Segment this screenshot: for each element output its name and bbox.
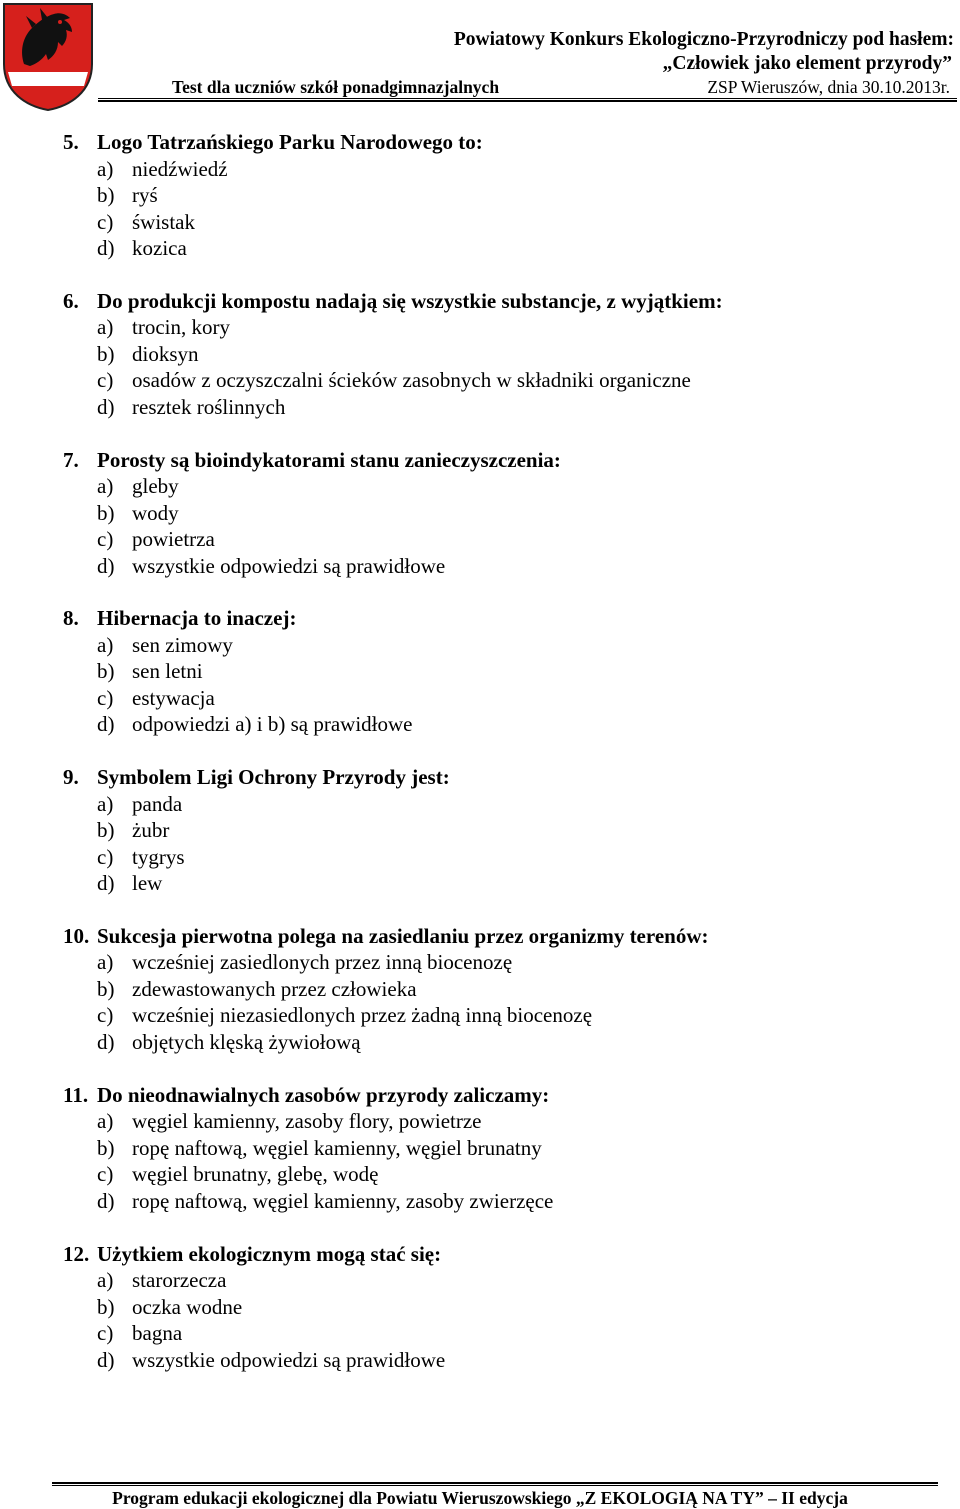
answer-text: węgiel kamienny, zasoby flory, powietrze — [132, 1109, 482, 1134]
answer-option — [0, 791, 960, 818]
answer-text: bagna — [132, 1321, 183, 1346]
question-text: Sukcesja pierwotna polega na zasiedlaniu przez organizmy terenów: — [97, 923, 709, 948]
answer-option — [0, 685, 960, 712]
answer-letter: b) — [97, 500, 115, 525]
answer-text: wcześniej niezasiedlonych przez żadną inną biocenozę — [132, 1003, 593, 1028]
answer-text: powietrza — [132, 527, 215, 552]
answer-option — [0, 632, 960, 659]
answer-text: dioksyn — [132, 341, 199, 366]
answer-option — [0, 658, 960, 685]
county-coat-of-arms-icon — [2, 2, 94, 112]
question-9 — [0, 764, 960, 897]
answer-letter: d) — [97, 1029, 115, 1054]
answer-text: objętych klęską żywiołową — [132, 1029, 361, 1054]
question-8 — [0, 605, 960, 738]
answer-option — [0, 473, 960, 500]
answer-text: sen zimowy — [132, 632, 233, 657]
answer-letter: d) — [97, 553, 115, 578]
question-12 — [0, 1241, 960, 1374]
answer-option — [0, 817, 960, 844]
question-text: Logo Tatrzańskiego Parku Narodowego to: — [97, 130, 483, 154]
answer-text: tygrys — [132, 844, 185, 869]
answer-option — [0, 1135, 960, 1162]
answer-option — [0, 1029, 960, 1056]
answer-option — [0, 1267, 960, 1294]
answer-letter: c) — [97, 527, 114, 552]
answer-option — [0, 844, 960, 871]
school-date: ZSP Wieruszów, dnia 30.10.2013r. — [707, 77, 950, 97]
question-number: 9. — [63, 765, 79, 790]
answer-text: ryś — [132, 183, 158, 207]
answer-option — [0, 1320, 960, 1347]
answer-letter: c) — [97, 685, 114, 710]
answer-letter: a) — [97, 315, 114, 340]
answer-letter: d) — [97, 236, 115, 260]
answer-text: resztek roślinnych — [132, 394, 286, 419]
question-number: 8. — [63, 606, 79, 631]
answer-option — [0, 367, 960, 394]
answer-text: ropę naftową, węgiel kamienny, węgiel brunatny — [132, 1135, 542, 1160]
answer-text: starorzecza — [132, 1268, 227, 1293]
answer-option — [0, 1108, 960, 1135]
answer-letter: a) — [97, 1109, 114, 1134]
answer-letter: d) — [97, 712, 115, 737]
answer-letter: d) — [97, 394, 115, 419]
answer-text: gleby — [132, 474, 179, 499]
answer-letter: c) — [97, 368, 114, 393]
answer-text: lew — [132, 871, 163, 896]
answer-option — [0, 870, 960, 897]
answer-option — [0, 949, 960, 976]
answer-text: węgiel brunatny, glebę, wodę — [132, 1162, 379, 1187]
answer-text: osadów z oczyszczalni ścieków zasobnych w składniki organiczne — [132, 368, 691, 393]
question-number: 12. — [63, 1241, 90, 1266]
answer-letter: b) — [97, 659, 115, 684]
answer-letter: b) — [97, 183, 115, 207]
answer-text: wszystkie odpowiedzi są prawidłowe — [132, 1347, 446, 1372]
answer-option — [0, 976, 960, 1003]
question-number: 10. — [63, 923, 90, 948]
answer-letter: a) — [97, 791, 114, 816]
answer-option — [0, 1002, 960, 1029]
question-number: 11. — [63, 1082, 89, 1107]
answer-letter: b) — [97, 818, 115, 843]
answer-letter: a) — [97, 156, 114, 181]
answer-letter: c) — [97, 209, 114, 234]
contest-motto: „Człowiek jako element przyrody” — [662, 53, 952, 74]
question-number: 6. — [63, 288, 79, 313]
answer-text: wcześniej zasiedlonych przez inną biocenozę — [132, 950, 513, 975]
answer-option — [0, 1347, 960, 1374]
answer-text: wszystkie odpowiedzi są prawidłowe — [132, 553, 446, 578]
answer-text: oczka wodne — [132, 1294, 243, 1319]
question-7 — [0, 447, 960, 580]
question-5 — [0, 129, 960, 262]
contest-title: Powiatowy Konkurs Ekologiczno-Przyrodniczy pod hasłem: — [453, 29, 954, 50]
question-11 — [0, 1082, 960, 1215]
answer-text: żubr — [132, 818, 170, 843]
question-text: Do nieodnawialnych zasobów przyrody zaliczamy: — [97, 1082, 550, 1107]
answer-text: niedźwiedź — [132, 156, 228, 181]
answer-text: zdewastowanych przez człowieka — [132, 976, 417, 1001]
question-text: Użytkiem ekologicznym mogą stać się: — [97, 1241, 442, 1266]
answer-option — [0, 341, 960, 368]
answer-text: sen letni — [132, 659, 203, 684]
answer-option — [0, 394, 960, 421]
answer-letter: c) — [97, 1321, 114, 1346]
answer-letter: d) — [97, 1347, 115, 1372]
question-text: Do produkcji kompostu nadają się wszystkie substancje, z wyjątkiem: — [97, 288, 723, 313]
answer-letter: b) — [97, 976, 115, 1001]
answer-option — [0, 1188, 960, 1215]
answer-letter: a) — [97, 1268, 114, 1293]
answer-option — [0, 209, 960, 236]
answer-option — [0, 314, 960, 341]
question-10 — [0, 923, 960, 1056]
program-footer: Program edukacji ekologicznej dla Powiatu Wieruszowskiego „Z EKOLOGIĄ NA TY” – II edycja — [112, 1488, 848, 1508]
question-number: 5. — [63, 130, 79, 154]
answer-option — [0, 1161, 960, 1188]
answer-option — [0, 1294, 960, 1321]
answer-option — [0, 526, 960, 553]
answer-letter: b) — [97, 1294, 115, 1319]
answer-text: odpowiedzi a) i b) są prawidłowe — [132, 712, 413, 737]
answer-option — [0, 182, 960, 209]
answer-letter: b) — [97, 341, 115, 366]
answer-option — [0, 500, 960, 527]
answer-letter: d) — [97, 871, 115, 896]
footer-divider — [52, 1485, 938, 1486]
question-text: Hibernacja to inaczej: — [97, 606, 297, 631]
answer-letter: a) — [97, 950, 114, 975]
answer-option — [0, 711, 960, 738]
answer-letter: a) — [97, 632, 114, 657]
answer-text: trocin, kory — [132, 315, 230, 340]
header-divider — [98, 98, 957, 99]
answer-text: wody — [132, 500, 179, 525]
header-divider-thick — [98, 100, 957, 102]
question-number: 7. — [63, 447, 79, 472]
answer-option — [0, 553, 960, 580]
answer-text: kozica — [132, 236, 187, 260]
answer-letter: c) — [97, 1003, 114, 1028]
answer-letter: b) — [97, 1135, 115, 1160]
test-audience: Test dla uczniów szkół ponadgimnazjalnych — [172, 77, 500, 97]
question-6 — [0, 288, 960, 421]
answer-text: panda — [132, 791, 183, 816]
question-list — [0, 129, 960, 1399]
answer-text: ropę naftową, węgiel kamienny, zasoby zwierzęce — [132, 1188, 554, 1213]
footer-divider-thick — [52, 1482, 938, 1484]
answer-letter: c) — [97, 844, 114, 869]
answer-letter: d) — [97, 1188, 115, 1213]
answer-option — [0, 156, 960, 183]
question-text: Porosty są bioindykatorami stanu zanieczyszczenia: — [97, 447, 561, 472]
answer-letter: a) — [97, 474, 114, 499]
answer-text: estywacja — [132, 685, 215, 710]
answer-text: świstak — [132, 209, 195, 234]
answer-option — [0, 235, 960, 262]
answer-letter: c) — [97, 1162, 114, 1187]
question-text: Symbolem Ligi Ochrony Przyrody jest: — [97, 765, 450, 790]
